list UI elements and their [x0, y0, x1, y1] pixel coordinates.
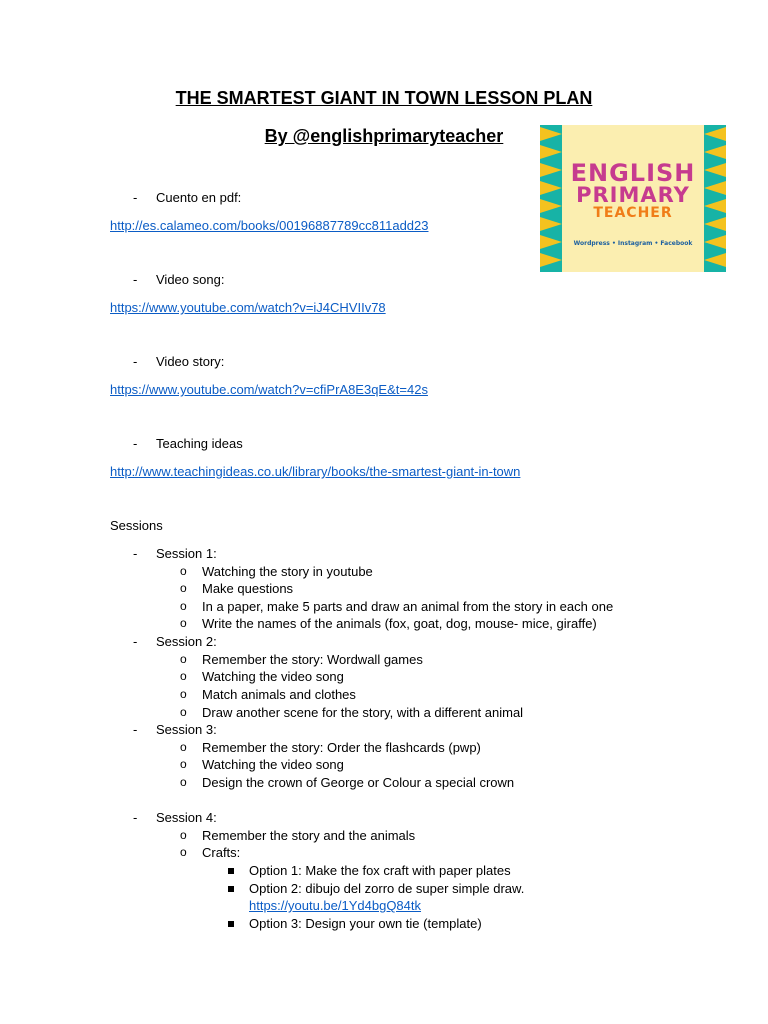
session-item: Remember the story: Order the flashcards (pwp): [202, 740, 481, 755]
resource-link-teaching-ideas[interactable]: http://www.teachingideas.co.uk/library/books/the-smartest-giant-in-town: [110, 464, 521, 479]
bullet-circle: o: [180, 616, 187, 630]
bullet-dash: -: [133, 810, 138, 825]
session-label: Session 3:: [156, 722, 217, 737]
resource-label-video-song: Video song:: [156, 272, 225, 287]
bullet-circle: o: [180, 705, 187, 719]
bullet-circle: o: [180, 652, 187, 666]
bullet-dash: -: [133, 354, 138, 369]
session-item: In a paper, make 5 parts and draw an animal from the story in each one: [202, 599, 614, 614]
page-byline: By @englishprimaryteacher: [264, 126, 504, 146]
bullet-dash: -: [133, 546, 138, 561]
logo-text-primary: PRIMARY: [576, 183, 690, 207]
bullet-circle: o: [180, 669, 187, 683]
session-label: Session 2:: [156, 634, 217, 649]
bullet-square: [228, 886, 234, 892]
session-item: Draw another scene for the story, with a different animal: [202, 705, 524, 720]
logo-subtitle: Wordpress • Instagram • Facebook: [573, 240, 693, 247]
session-item: Watching the video song: [202, 757, 344, 772]
bullet-dash: -: [133, 436, 138, 451]
bullet-dash: -: [133, 272, 138, 287]
bullet-dash: -: [133, 190, 138, 205]
sessions-heading: Sessions: [110, 518, 163, 533]
bullet-circle: o: [180, 564, 187, 578]
session-label: Session 4:: [156, 810, 217, 825]
resource-link-video-story[interactable]: https://www.youtube.com/watch?v=cfiPrA8E3qE&t=42s: [110, 382, 428, 397]
bullet-circle: o: [180, 775, 187, 789]
resource-link-video-song[interactable]: https://www.youtube.com/watch?v=iJ4CHVIIv78: [110, 300, 386, 315]
craft-option: Option 1: Make the fox craft with paper plates: [249, 863, 511, 878]
bullet-circle: o: [180, 828, 187, 842]
bullet-square: [228, 921, 234, 927]
resource-label-video-story: Video story:: [156, 354, 225, 369]
session-item: Make questions: [202, 581, 294, 596]
craft-option: Option 2: dibujo del zorro de super simple draw.: [249, 881, 525, 896]
session-item: Remember the story and the animals: [202, 828, 416, 843]
bullet-dash: -: [133, 722, 138, 737]
resource-link-pdf[interactable]: http://es.calameo.com/books/00196887789cc811add23: [110, 218, 429, 233]
bullet-circle: o: [180, 845, 187, 859]
craft-link-youtube[interactable]: https://youtu.be/1Yd4bgQ84tk: [249, 898, 422, 913]
session-item: Design the crown of George or Colour a special crown: [202, 775, 515, 790]
session-item: Match animals and clothes: [202, 687, 356, 702]
bullet-circle: o: [180, 687, 187, 701]
bullet-square: [228, 868, 234, 874]
logo-text-teacher: TEACHER: [593, 205, 673, 221]
craft-option: Option 3: Design your own tie (template): [249, 916, 482, 931]
session-item: Write the names of the animals (fox, goat, dog, mouse- mice, giraffe): [202, 616, 597, 631]
bullet-circle: o: [180, 740, 187, 754]
session-label: Session 1:: [156, 546, 217, 561]
page-title: THE SMARTEST GIANT IN TOWN LESSON PLAN: [175, 88, 593, 108]
resource-label-pdf: Cuento en pdf:: [156, 190, 242, 205]
session-item: Remember the story: Wordwall games: [202, 652, 423, 667]
bullet-circle: o: [180, 581, 187, 595]
session-item: Crafts:: [202, 845, 241, 860]
bullet-circle: o: [180, 757, 187, 771]
bullet-dash: -: [133, 634, 138, 649]
session-item: Watching the video song: [202, 669, 344, 684]
logo-text-english: ENGLISH: [570, 159, 696, 187]
english-primary-teacher-logo: [540, 125, 726, 272]
bullet-circle: o: [180, 599, 187, 613]
session-item: Watching the story in youtube: [202, 564, 373, 579]
resource-label-teaching-ideas: Teaching ideas: [156, 436, 243, 451]
